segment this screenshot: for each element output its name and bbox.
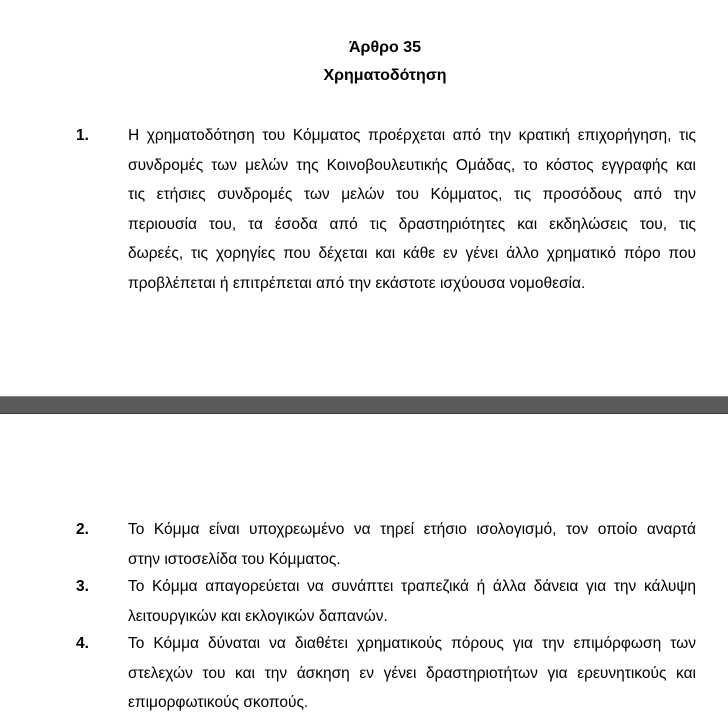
item-number: 4. — [76, 635, 89, 652]
article-subject-heading: Χρηματοδότηση — [323, 67, 447, 84]
paragraph-line: περιουσία του, τα έσοδα από τις δραστηριότητες και εκδηλώσεις του, τις — [128, 215, 696, 233]
page-separator — [0, 396, 728, 414]
paragraph-line: επιμορφωτικούς σκοπούς. — [128, 694, 309, 711]
item-number: 3. — [76, 578, 89, 595]
paragraph-line: Το Κόμμα είναι υποχρεωμένο να τηρεί ετήσιο ισολογισμό, τον οποίο αναρτά — [128, 521, 696, 538]
article-number-heading: Άρθρο 35 — [348, 39, 421, 56]
paragraph-line: προβλέπεται ή επιτρέπεται από την εκάστοτε ισχύουσα νομοθεσία. — [128, 274, 586, 292]
paragraph-line: Η χρηματοδότηση του Κόμματος προέρχεται από την κρατική επιχορήγηση, τις — [128, 127, 696, 144]
item-number: 1. — [76, 127, 89, 144]
item-paragraph — [128, 515, 696, 574]
item-paragraph — [128, 572, 696, 631]
paragraph-line: στην ιστοσελίδα του Κόμματος. — [128, 550, 341, 568]
paragraph-line: Το Κόμμα απαγορεύεται να συνάπτει τραπεζικά ή άλλα δάνεια για την κάλυψη — [128, 578, 696, 595]
item-paragraph — [128, 629, 696, 718]
item-paragraph — [128, 121, 696, 298]
paragraph-line: τις ετήσιες συνδρομές των μελών του Κόμματος, τις προσόδους από την — [128, 186, 696, 203]
paragraph-line: Το Κόμμα δύναται να διαθέτει χρηματικούς πόρους για την επιμόρφωση των — [128, 635, 696, 652]
paragraph-line: δωρεές, τις χορηγίες που δέχεται και κάθε εν γένει άλλο χρηματικό πόρο που — [128, 245, 696, 262]
paragraph-line: συνδρομές των μελών της Κοινοβουλευτικής Ομάδας, το κόστος εγγραφής και — [128, 156, 696, 174]
paragraph-line: στελεχών του και την άσκηση εν γένει δραστηριοτήτων για ερευνητικούς και — [128, 664, 696, 682]
paragraph-line: λειτουργικών και εκλογικών δαπανών. — [128, 607, 388, 625]
item-number: 2. — [76, 521, 89, 538]
